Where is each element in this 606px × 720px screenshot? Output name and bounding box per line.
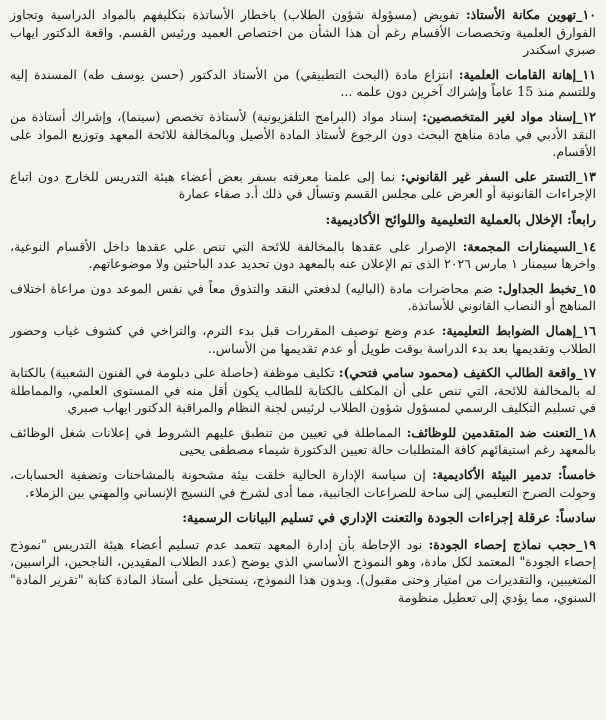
item-heading: ١٣_التستر على السفر غير القانوني: — [400, 168, 596, 184]
item-text: تفويض (مسؤولة شؤون الطلاب) باخطار الأساتذة بتكليفهم بالمواد الدراسية وتجاوز الفوارق العلمية وتخصصات الأقسام رغم أن هذا الشأن من اختصاص العميد ورئيس القسم. واقعة الدكتور ايهاب صبري اسكندر — [10, 7, 596, 58]
list-item — [10, 280, 596, 315]
list-item — [10, 364, 596, 417]
list-item — [10, 238, 596, 273]
item-heading: ١٤_السيمنارات المجمعة: — [462, 238, 596, 254]
list-item — [10, 168, 596, 203]
item-heading: ١٩_حجب نماذج إحصاء الجودة: — [428, 536, 597, 552]
item-text: الإصرار على عقدها بالمخالفة للائحة التي تنص على عقدها داخل الأقسام النوعية، واخرها سيمنار ١ مارس ٢٠٢٦ الذى تم الإعلان عنه بالمعهد دون تحديد عدد الباحثين ولا موضوعاتهم. — [10, 238, 596, 272]
list-item — [10, 66, 596, 101]
item-text: نود الإحاطة بأن إدارة المعهد تتعمد عدم تسليم أعضاء هيئة التدريس "نموذج إحصاء الجودة" المعتمد لكل مادة، وهو النموذج الأساسي الذي يوضح (عدد الطلاب المقيدين، الناجحين، الراسبين، المتغيبين، والتقديرات من امتياز وحتى مقبول). وبدون هذا النموذج، يستحيل على أستاذ المادة كتابة "تقرير المادة" السنوي، مما يؤدي إلى تعطيل منظومة — [10, 536, 596, 605]
list-item — [10, 424, 596, 459]
item-text: إسناد مواد (البرامج التلفزيونية) لأستاذة تخصص (سينما)، وإشراك أستاذة من النقد الأدبي في مادة مناهج البحث دون الرجوع لأستاذ المادة الأصيل وبالمخالفة للائحة المعهد وتوزيع المواد على الأقسام. — [10, 108, 596, 160]
item-heading: ١٥_تخبط الجداول: — [498, 280, 596, 296]
list-item — [10, 536, 596, 606]
item-text: تكليف موظفة (حاصلة على دبلومة في الفنون الشعبية) بالكتابة له بالمخالفة للائحة، التي تنص على أن المكلف بالكتابة للطالب يكون أقل منه في المستوى العلمي، والمماطلة في تسليم التكليف الرسمي لمسؤول شؤون الطلاب لرئيس لجنة النظام والمراقبة الدكتور ايهاب صبري — [10, 365, 596, 416]
item-text: المماطلة في تعيين من تنطبق عليهم الشروط في إعلانات شغل الوظائف بالمعهد رغم استيفائهم كافة المتطلبات حالة تعيين الدكتورة شيماء مصطفى يحيى — [10, 424, 596, 458]
item-heading: ١٨_التعنت ضد المتقدمين للوظائف: — [406, 424, 596, 440]
section-heading: سادساً: عرقلة إجراءات الجودة والتعنت الإداري في تسليم البيانات الرسمية: — [182, 511, 596, 527]
list-item — [10, 322, 596, 357]
item-text: عدم وضع توصيف المقررات قبل بدء الترم، والتراخي في كشوف غياب وحضور الطلاب وتقديمها بعد بدء الدراسة بوقت طويل أو عدم تقديمها من الأساس.. — [10, 322, 596, 356]
section-heading: خامساً: تدمير البيئة الأكاديمية: — [432, 467, 596, 483]
section-heading: رابعاً: الإخلال بالعملية التعليمية واللوائح الأكاديمية: — [325, 212, 596, 228]
item-heading: ١١_إهانة القامات العلمية: — [458, 66, 596, 82]
item-text: انتزاع مادة (البحث التطبيقي) من الأستاذ الدكتور (حسن يوسف طه) المسندة إليه وللتسم منذ 15 عاماً وإشراك آخرين دون علمه ... — [10, 66, 596, 100]
item-heading: ١٠_تهوين مكانة الأستاذ: — [466, 7, 596, 22]
item-heading: ١٢_إسناد مواد لغير المتخصصين: — [422, 108, 596, 124]
item-text: نما إلى علمنا معرفته بسفر بعض أعضاء هيئة التدريس للخارج دون اتباع الإجراءات القانونية أو العرض على مجلس القسم وتسأل في ذلك أ.د صفاء عمارة — [10, 168, 596, 202]
section-text: إن سياسة الإدارة الحالية خلقت بيئة مشحونة بالمشاحنات وتصفية الحسابات، وحولت الصرح التعليمي إلى ساحة للصراعات الجانبية، مما أدى لشرخ في النسيج الإنساني والمهني بين الزملاء. — [10, 467, 596, 500]
section-paragraph — [10, 466, 596, 501]
item-heading: ١٧_واقعة الطالب الكفيف (محمود سامي فتحي): — [338, 365, 596, 381]
list-item — [10, 108, 596, 161]
item-text: ضم محاضرات مادة (الباليه) لدفعتي النقد والتذوق معاً في نفس الموعد دون مراعاة اختلاف المناهج أو النصاب القانوني للأساتذة. — [10, 280, 596, 314]
list-item — [10, 6, 596, 59]
item-heading: ١٦_إهمال الضوابط التعليمية: — [441, 322, 596, 338]
